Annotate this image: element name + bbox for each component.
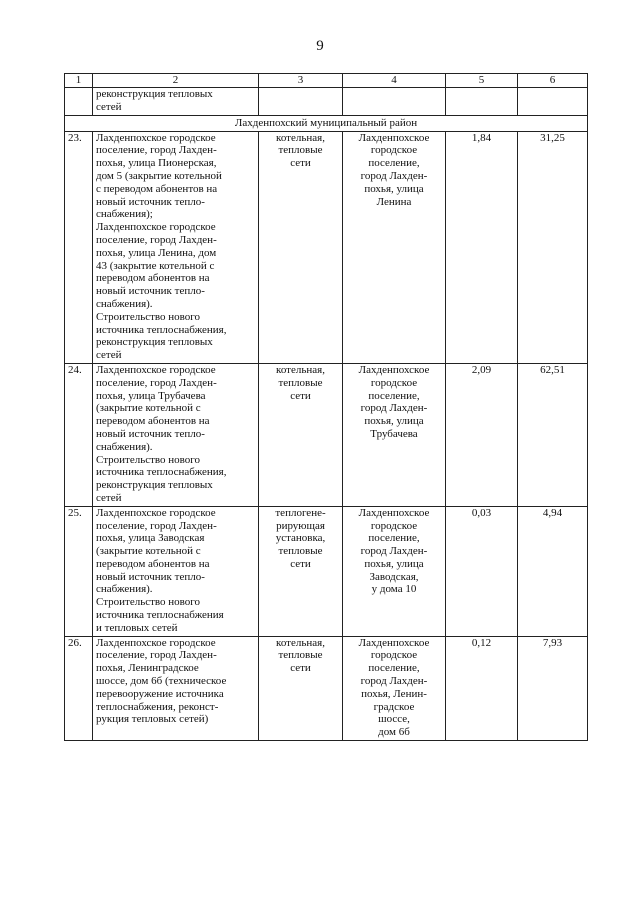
facility-type: котельная, тепловые сети xyxy=(259,363,343,506)
column-header-4: 4 xyxy=(343,74,446,88)
facility-type: теплогене- рирующая установка, тепловые сети xyxy=(259,506,343,636)
value-column-5 xyxy=(446,88,518,116)
project-description: Лахденпохское городское поселение, город Лахден- похья, Ленинградское шоссе, дом 6б (техническое перевооружение источника теплоснабжения, реконст- рукция тепловых сетей) xyxy=(93,636,259,740)
facility-location: Лахденпохское городское поселение, город Лахден- похья, улица Трубачева xyxy=(343,363,446,506)
value-column-5: 1,84 xyxy=(446,131,518,363)
value-column-6: 4,94 xyxy=(518,506,588,636)
value-column-5: 0,03 xyxy=(446,506,518,636)
column-header-2: 2 xyxy=(93,74,259,88)
table-row xyxy=(65,506,588,636)
table-row xyxy=(65,131,588,363)
value-column-6: 7,93 xyxy=(518,636,588,740)
row-number: 25. xyxy=(65,506,93,636)
table-row xyxy=(65,636,588,740)
project-description: Лахденпохское городское поселение, город Лахден- похья, улица Пионерская, дом 5 (закрытие котельной с переводом абонентов на новый источник тепло- снабжения); Лахденпохское городское поселение, город Лахден- похья, улица Ленина, дом 43 (закрытие котельной с переводом абонентов на новый источник тепло- снабжения). Строительство нового источника теплоснабжения, реконструкция тепловых сетей xyxy=(93,131,259,363)
page-number: 9 xyxy=(316,38,324,54)
value-column-5: 2,09 xyxy=(446,363,518,506)
row-number: 24. xyxy=(65,363,93,506)
project-description: Лахденпохское городское поселение, город Лахден- похья, улица Трубачева (закрытие котельной с переводом абонентов на новый источник тепло- снабжения). Строительство нового источника теплоснабжения, реконструкция тепловых сетей xyxy=(93,363,259,506)
value-column-6: 31,25 xyxy=(518,131,588,363)
row-number xyxy=(65,88,93,116)
table-row xyxy=(65,363,588,506)
value-column-6: 62,51 xyxy=(518,363,588,506)
facility-location: Лахденпохское городское поселение, город Лахден- похья, улица Ленина xyxy=(343,131,446,363)
value-column-6 xyxy=(518,88,588,116)
column-header-3: 3 xyxy=(259,74,343,88)
project-description: реконструкция тепловых сетей xyxy=(93,88,259,116)
project-description: Лахденпохское городское поселение, город Лахден- похья, улица Заводская (закрытие котельной с переводом абонентов на новый источник тепло- снабжения). Строительство нового источника теплоснабжения и тепловых сетей xyxy=(93,506,259,636)
row-number: 26. xyxy=(65,636,93,740)
column-header-1: 1 xyxy=(65,74,93,88)
facility-type: котельная, тепловые сети xyxy=(259,636,343,740)
header-row xyxy=(65,74,588,88)
section-header-row xyxy=(65,115,588,131)
section-title: Лахденпохский муниципальный район xyxy=(65,115,588,131)
facility-location: Лахденпохское городское поселение, город Лахден- похья, улица Заводская, у дома 10 xyxy=(343,506,446,636)
column-header-5: 5 xyxy=(446,74,518,88)
value-column-5: 0,12 xyxy=(446,636,518,740)
projects-table xyxy=(64,73,588,741)
facility-type xyxy=(259,88,343,116)
facility-location xyxy=(343,88,446,116)
facility-location: Лахденпохское городское поселение, город Лахден- похья, Ленин- градское шоссе, дом 6б xyxy=(343,636,446,740)
column-header-6: 6 xyxy=(518,74,588,88)
row-number: 23. xyxy=(65,131,93,363)
facility-type: котельная, тепловые сети xyxy=(259,131,343,363)
continuation-row xyxy=(65,88,588,116)
